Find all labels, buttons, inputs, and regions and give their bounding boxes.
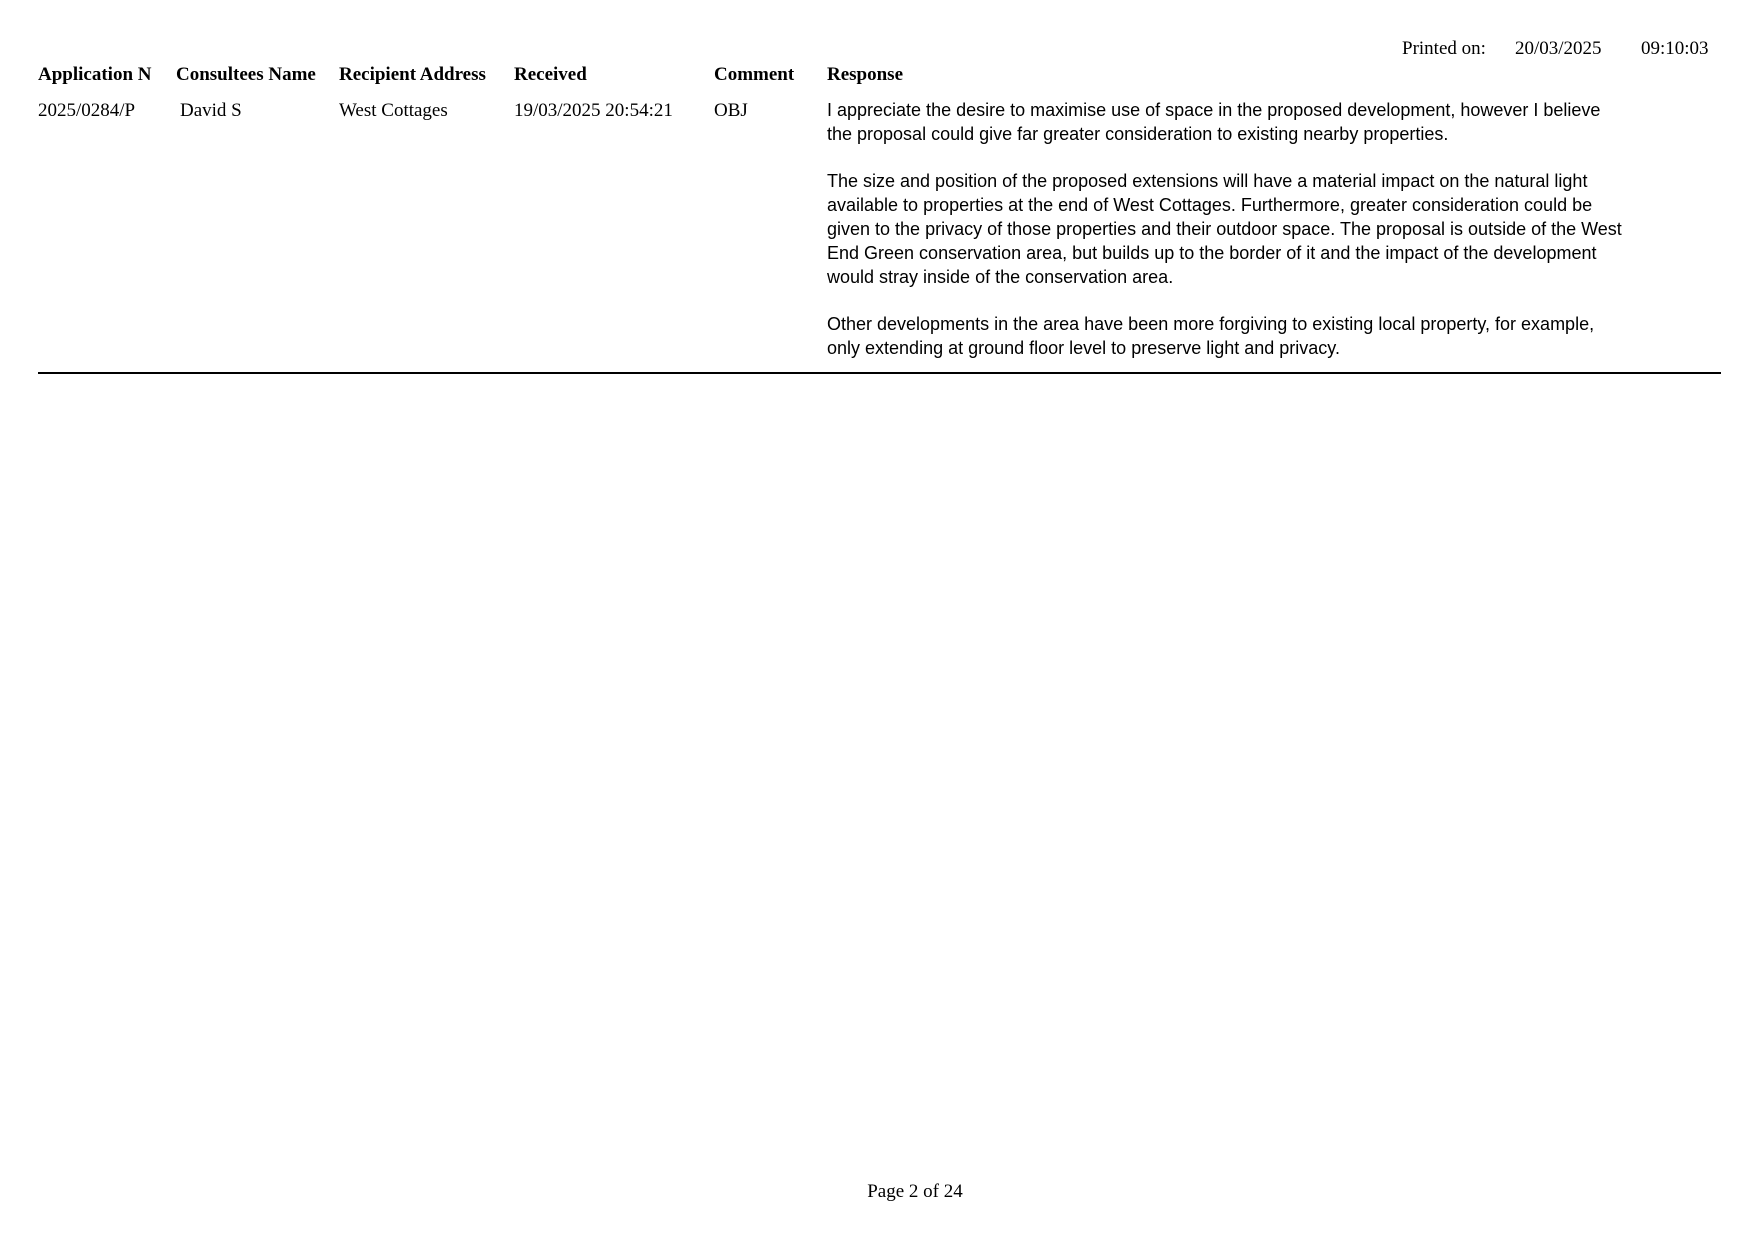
consultee-name: David S <box>180 100 242 121</box>
printed-time: 09:10:03 <box>1641 38 1709 59</box>
printed-on-label: Printed on: <box>1402 38 1486 59</box>
printed-date: 20/03/2025 <box>1515 38 1602 59</box>
received-datetime: 19/03/2025 20:54:21 <box>514 100 673 121</box>
header-received: Received <box>514 64 587 85</box>
row-divider <box>38 372 1721 374</box>
header-recipient-address: Recipient Address <box>339 64 486 85</box>
response-text <box>827 99 1627 361</box>
header-application-number: Application N <box>38 64 152 85</box>
header-consultees-name: Consultees Name <box>176 64 316 85</box>
application-number: 2025/0284/P <box>38 100 136 121</box>
page-number: Page 2 of 24 <box>867 1181 963 1202</box>
response-paragraph: Other developments in the area have been more forgiving to existing local property, for example, only extending at ground floor level to preserve light and privacy. <box>827 314 1595 358</box>
header-response: Response <box>827 64 904 85</box>
header-comment: Comment <box>714 64 795 85</box>
recipient-address: West Cottages <box>339 100 448 121</box>
response-paragraph: The size and position of the proposed extensions will have a material impact on the natural light available to properties at the end of West Cottages. Furthermore, greater consideration could be given to the privacy of those properties and their outdoor space. The proposal is outside of the West End Green conservation area, but builds up to the border of it and the impact of the development would stray inside of the conservation area. <box>827 171 1622 287</box>
response-paragraph: I appreciate the desire to maximise use of space in the proposed development, however I believe the proposal could give far greater consideration to existing nearby properties. <box>827 100 1601 144</box>
comment-code: OBJ <box>714 100 748 121</box>
